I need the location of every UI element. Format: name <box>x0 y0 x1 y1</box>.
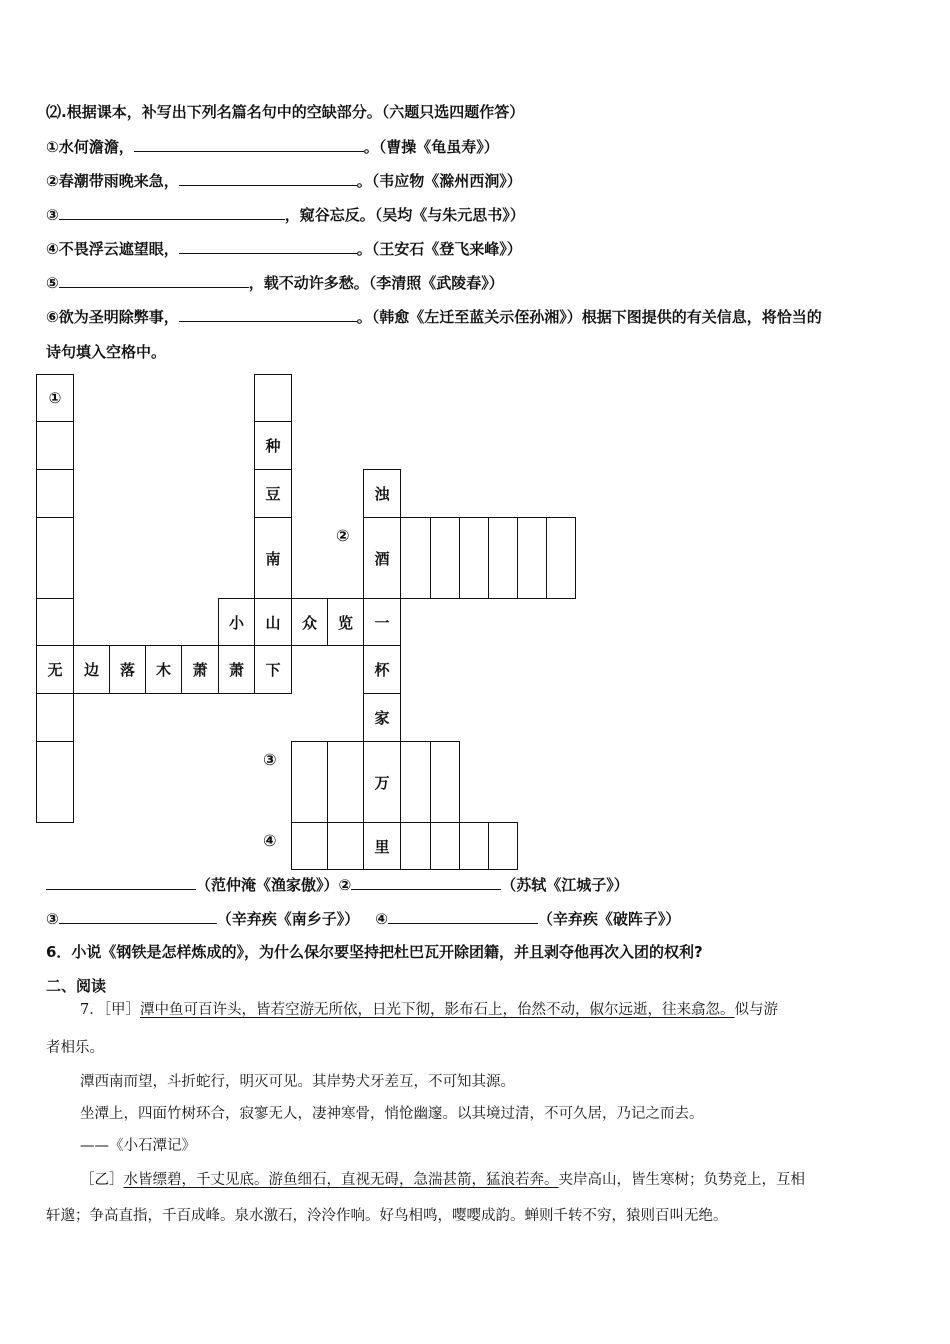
item-number: ③ <box>46 206 59 224</box>
item-number: ① <box>46 138 59 156</box>
grid-cell[interactable] <box>459 822 489 870</box>
grid-cell[interactable] <box>517 517 547 599</box>
passage-source: ——《小石潭记》 <box>80 1138 196 1154</box>
grid-cell[interactable]: 山 <box>254 598 292 646</box>
answer-number: ③ <box>46 910 59 928</box>
answer-line-2 <box>46 908 680 929</box>
answer-source: （范仲淹《渔家傲》） <box>196 876 339 894</box>
grid-cell[interactable]: 万 <box>363 741 401 823</box>
grid-cell[interactable] <box>291 741 328 823</box>
clue-marker-2: ② <box>336 526 350 545</box>
answer-source: （辛弃疾《破阵子》） <box>537 910 681 928</box>
grid-cell[interactable] <box>36 421 74 470</box>
grid-cell[interactable] <box>400 517 431 599</box>
item-number: ⑥ <box>46 308 59 326</box>
grid-cell[interactable] <box>430 741 460 823</box>
answer-number: ② <box>338 876 352 894</box>
grid-cell[interactable]: ① <box>36 374 74 422</box>
answer-blank[interactable] <box>59 908 217 924</box>
fill-item-6 <box>46 306 822 327</box>
item-post: 。（韦应物《滁州西涧》） <box>356 172 522 190</box>
grid-cell[interactable] <box>36 741 74 823</box>
grid-cell[interactable] <box>327 741 364 823</box>
passage-label: ［乙］ <box>80 1172 124 1188</box>
grid-cell[interactable]: 杯 <box>363 645 401 694</box>
grid-cell[interactable] <box>459 517 489 599</box>
answer-blank[interactable] <box>59 272 249 288</box>
item-pre: 欲为圣明除弊事， <box>58 308 179 326</box>
grid-cell[interactable] <box>400 741 431 823</box>
question-label: 7．［甲］ <box>80 1002 140 1018</box>
answer-blank[interactable] <box>179 170 357 186</box>
grid-cell[interactable] <box>36 517 74 599</box>
grid-cell[interactable]: 种 <box>254 421 292 470</box>
answer-blank[interactable] <box>179 238 357 254</box>
passage-line <box>80 1000 778 1020</box>
grid-cell[interactable]: 下 <box>254 645 292 694</box>
item-post: ，载不动许多愁。（李清照《武陵春》） <box>248 274 504 292</box>
answer-blank[interactable] <box>46 874 196 890</box>
item-pre: 不畏浮云遮望眼， <box>58 240 179 258</box>
fill-item-1 <box>46 136 499 157</box>
question-6: 6．小说《钢铁是怎样炼成的》，为什么保尔要坚持把杜巴瓦开除团籍，并且剥夺他再次入团的权利? <box>46 943 703 961</box>
answer-number: ④ <box>375 910 388 928</box>
item-pre: 春潮带雨晚来急， <box>58 172 179 190</box>
clue-marker-3: ③ <box>263 750 277 769</box>
item-post: 。（王安石《登飞来峰》） <box>356 240 522 258</box>
underlined-text: 潭中鱼可百许头，皆若空游无所依，日光下彻，影布石上，佁然不动，俶尔远逝，往来翕忽。 <box>139 1002 735 1018</box>
grid-cell[interactable] <box>430 822 460 870</box>
answer-blank[interactable] <box>134 136 364 152</box>
grid-cell[interactable]: 小 <box>218 598 255 646</box>
answer-line-1 <box>46 874 629 895</box>
grid-cell[interactable]: 边 <box>73 645 110 694</box>
grid-cell[interactable]: 里 <box>363 822 401 870</box>
passage-line <box>80 1170 805 1190</box>
fill-item-3 <box>46 204 525 225</box>
grid-cell[interactable]: 豆 <box>254 469 292 518</box>
grid-cell[interactable] <box>36 469 74 518</box>
grid-cell[interactable] <box>36 693 74 742</box>
fill-item-2 <box>46 170 522 191</box>
grid-cell[interactable]: 落 <box>109 645 146 694</box>
answer-source: （苏轼《江城子》） <box>501 876 629 894</box>
item-post: ，窥谷忘反。（吴均《与朱元思书》） <box>284 206 525 224</box>
section-heading: 二、阅读 <box>46 977 107 995</box>
passage-line: 坐潭上，四面竹树环合，寂寥无人，凄神寒骨，悄怆幽邃。以其境过清，不可久居，乃记之而去。 <box>80 1106 704 1122</box>
item-number: ⑤ <box>46 274 59 292</box>
passage-text: 似与游 <box>734 1002 778 1018</box>
grid-cell[interactable]: 家 <box>363 693 401 742</box>
grid-cell[interactable]: 萧 <box>218 645 255 694</box>
grid-cell[interactable]: 萧 <box>181 645 219 694</box>
item-pre: 水何澹澹， <box>58 138 134 156</box>
question-intro: ⑵.根据课本，补写出下列名篇名句中的空缺部分。（六题只选四题作答） <box>46 103 525 121</box>
grid-cell[interactable]: 无 <box>36 645 74 694</box>
grid-cell[interactable] <box>400 822 431 870</box>
item-post: 。（曹操《龟虽寿》） <box>363 138 499 156</box>
passage-line: 者相乐。 <box>46 1040 104 1056</box>
answer-blank[interactable] <box>351 874 501 890</box>
answer-blank[interactable] <box>179 306 357 322</box>
grid-cell[interactable] <box>488 822 518 870</box>
underlined-text: 水皆缥碧，千丈见底。游鱼细石，直视无碍，急湍甚箭，猛浪若奔。 <box>123 1172 559 1188</box>
grid-cell[interactable] <box>254 374 292 422</box>
grid-cell[interactable]: 南 <box>254 517 292 599</box>
grid-cell[interactable] <box>291 822 328 870</box>
grid-cell[interactable] <box>488 517 518 599</box>
answer-blank[interactable] <box>388 908 538 924</box>
clue-marker-4: ④ <box>263 831 277 850</box>
grid-cell[interactable]: 木 <box>145 645 182 694</box>
item-post: 。（韩愈《左迁至蓝关示侄孙湘》）根据下图提供的有关信息，将恰当的 <box>356 308 822 326</box>
answer-blank[interactable] <box>59 204 285 220</box>
grid-cell[interactable] <box>36 598 74 646</box>
grid-cell[interactable] <box>546 517 576 599</box>
item-number: ② <box>46 172 59 190</box>
fill-item-5 <box>46 272 504 293</box>
grid-cell[interactable]: 浊 <box>363 469 401 518</box>
question-continuation: 诗句填入空格中。 <box>46 343 167 361</box>
grid-cell[interactable]: 众 <box>291 598 328 646</box>
passage-text: 夹岸高山，皆生寒树；负势竞上，互相 <box>558 1172 805 1188</box>
passage-line: 潭西南而望，斗折蛇行，明灭可见。其岸势犬牙差互，不可知其源。 <box>80 1074 515 1090</box>
grid-cell[interactable] <box>430 517 460 599</box>
item-number: ④ <box>46 240 59 258</box>
grid-cell[interactable]: 一 <box>363 598 401 646</box>
grid-cell[interactable] <box>327 822 364 870</box>
grid-cell[interactable]: 酒 <box>363 517 401 599</box>
fill-item-4 <box>46 238 522 259</box>
passage-line: 轩邈；争高直指，千百成峰。泉水激石，泠泠作响。好鸟相鸣，嘤嘤成韵。蝉则千转不穷，猿则百叫无绝。 <box>46 1208 728 1224</box>
grid-cell[interactable]: 览 <box>327 598 364 646</box>
answer-source: （辛弃疾《南乡子》） <box>216 910 360 928</box>
